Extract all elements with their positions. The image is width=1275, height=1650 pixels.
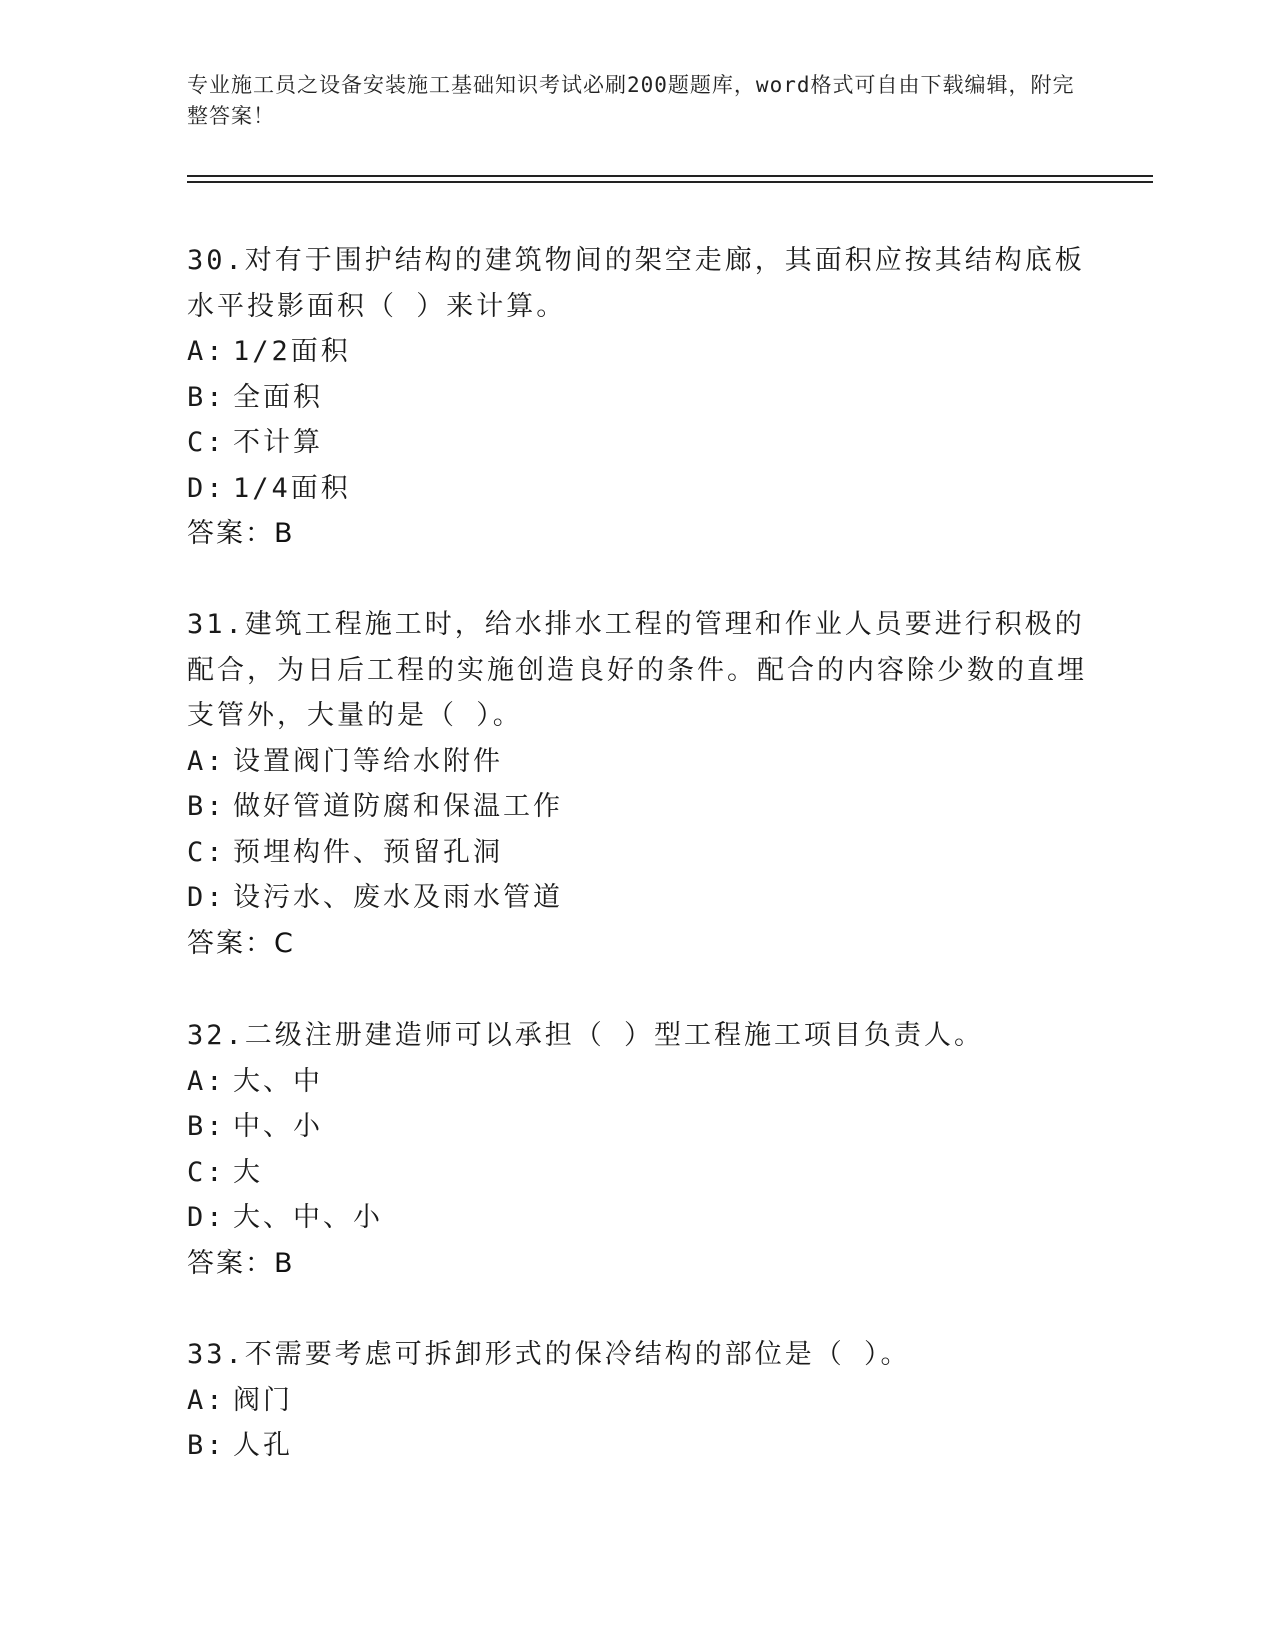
option-text: 不计算 (233, 427, 323, 458)
header-divider-bottom (187, 181, 1153, 183)
option-text: 人孔 (233, 1430, 293, 1461)
option-text: 阀门 (233, 1384, 293, 1416)
question-stem: 33.不需要考虑可拆卸形式的保冷结构的部位是（ ）。 (187, 1339, 911, 1370)
option-b (187, 1423, 1087, 1469)
question-31 (187, 602, 1087, 966)
option-text: 大、中、小 (233, 1202, 383, 1233)
answer-label: 答案：B (187, 518, 295, 549)
option-letter: B: (187, 381, 226, 413)
option-letter: A: (187, 745, 226, 777)
option-c (187, 1150, 1087, 1196)
option-b (187, 375, 1087, 421)
option-letter: A: (187, 336, 226, 367)
option-text: 预埋构件、预留孔洞 (233, 836, 503, 868)
option-text: 大、中 (233, 1065, 323, 1097)
option-a (187, 739, 1087, 785)
option-letter: A: (187, 1065, 226, 1097)
option-letter: A: (187, 1384, 226, 1416)
option-b (187, 1104, 1087, 1150)
header-divider-top (187, 175, 1153, 177)
option-text: 大 (233, 1156, 263, 1188)
option-text: 全面积 (233, 381, 323, 413)
question-stem: 32.二级注册建造师可以承担（ ）型工程施工项目负责人。 (187, 1020, 985, 1051)
option-b (187, 784, 1087, 830)
option-letter: D: (187, 1202, 226, 1233)
option-letter: C: (187, 1156, 226, 1188)
option-a (187, 1378, 1087, 1424)
question-stem: 30.对有于围护结构的建筑物间的架空走廊，其面积应按其结构底板水平投影面积（ ）来计算。 (187, 245, 1085, 322)
option-text: 做好管道防腐和保温工作 (233, 791, 563, 822)
answer-label: 答案：C (187, 927, 295, 959)
question-30 (187, 238, 1087, 557)
option-letter: D: (187, 472, 226, 504)
option-a (187, 329, 1087, 375)
option-letter: B: (187, 1430, 226, 1461)
option-letter: B: (187, 1111, 226, 1142)
option-c (187, 830, 1087, 876)
option-text: 中、小 (233, 1111, 323, 1142)
option-text: 设污水、废水及雨水管道 (233, 882, 563, 913)
option-d (187, 1195, 1087, 1241)
question-32 (187, 1013, 1087, 1286)
option-c (187, 420, 1087, 466)
option-d (187, 466, 1087, 512)
question-33 (187, 1332, 1087, 1469)
option-d (187, 875, 1087, 921)
option-text: 设置阀门等给水附件 (233, 745, 503, 777)
answer-label: 答案：B (187, 1247, 295, 1279)
option-text: 1/2面积 (233, 336, 351, 367)
option-a (187, 1059, 1087, 1105)
question-stem: 31.建筑工程施工时，给水排水工程的管理和作业人员要进行积极的配合，为日后工程的实施创造良好的条件。配合的内容除少数的直埋支管外，大量的是（ ）。 (187, 609, 1087, 731)
option-letter: C: (187, 836, 226, 868)
option-letter: B: (187, 791, 226, 822)
document-header: 专业施工员之设备安装施工基础知识考试必刷200题题库，word格式可自由下载编辑，附完整答案！ (187, 73, 1075, 128)
option-text: 1/4面积 (233, 472, 351, 504)
option-letter: D: (187, 882, 226, 913)
option-letter: C: (187, 427, 226, 458)
